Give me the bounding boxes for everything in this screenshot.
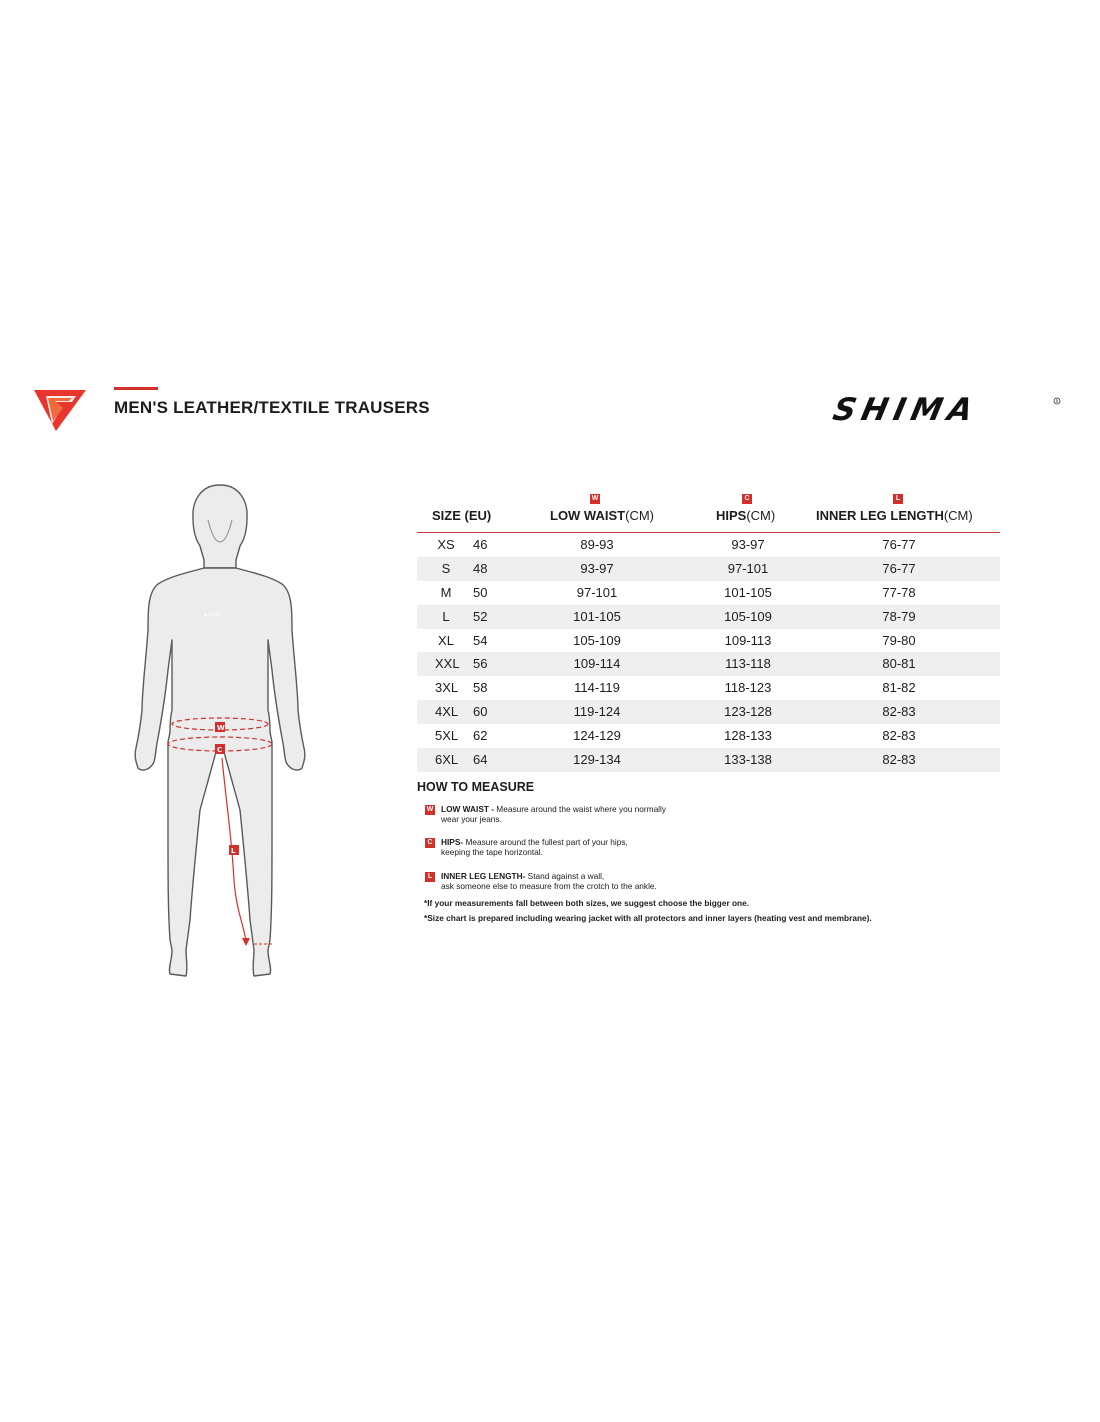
- header-hips: HIPS(CM): [716, 508, 776, 523]
- eu-size-cell: 56: [473, 656, 488, 672]
- body-measurement-figure: [120, 480, 320, 995]
- eu-size-cell: 52: [473, 608, 488, 624]
- size-cell: XXL: [435, 656, 460, 672]
- table-row: [417, 700, 1000, 724]
- header-waist: LOW WAIST(CM): [550, 508, 654, 523]
- table-row: [417, 557, 1000, 581]
- how-to-measure-title: HOW TO MEASURE: [417, 780, 535, 794]
- size-cell: M: [440, 584, 452, 600]
- eu-size-cell: 50: [473, 584, 488, 600]
- hips-cell: 93-97: [731, 537, 765, 552]
- table-row: [417, 652, 1000, 676]
- hips-cell: 101-105: [724, 584, 772, 600]
- inner-leg-cell: 79-80: [882, 632, 916, 648]
- eu-size-cell: 64: [473, 752, 488, 768]
- table-row: [417, 581, 1000, 605]
- inner-leg-cell: 77-78: [882, 584, 916, 600]
- hips-badge-icon: C: [742, 494, 752, 504]
- inner-leg-cell: 78-79: [882, 608, 916, 624]
- hips-badge-icon: C: [425, 838, 435, 848]
- low-waist-cell: 129-134: [573, 752, 621, 768]
- low-waist-cell: 89-93: [580, 537, 614, 552]
- svg-text:R: R: [1055, 398, 1059, 404]
- table-header: [417, 492, 1000, 533]
- table-row: [417, 605, 1000, 629]
- hips-cell: 97-101: [727, 560, 769, 576]
- leg-badge-icon: L: [893, 494, 903, 504]
- hips-cell: 128-133: [724, 728, 772, 744]
- svg-text:◆ SHIMA: ◆ SHIMA: [204, 612, 222, 617]
- svg-text:SHIMA: SHIMA: [830, 394, 982, 424]
- eu-size-cell: 48: [473, 560, 488, 576]
- inner-leg-cell: 82-83: [882, 704, 916, 720]
- svg-text:W: W: [217, 724, 225, 732]
- low-waist-cell: 93-97: [580, 560, 614, 576]
- svg-text:C: C: [217, 746, 223, 754]
- low-waist-cell: 114-119: [574, 680, 620, 696]
- page-title: MEN'S LEATHER/TEXTILE TRAUSERS: [114, 398, 430, 417]
- low-waist-cell: 109-114: [573, 656, 621, 672]
- size-cell: 6XL: [435, 752, 459, 768]
- eu-size-cell: 62: [473, 728, 488, 744]
- low-waist-cell: 101-105: [573, 608, 621, 624]
- hips-cell: 118-123: [724, 680, 772, 696]
- waist-badge-icon: W: [591, 495, 599, 502]
- header-leg: INNER LEG LENGTH(CM): [816, 508, 973, 523]
- note-between-sizes: *If your measurements fall between both sizes, we suggest choose the bigger one.: [424, 898, 750, 908]
- svg-text:L: L: [231, 847, 236, 855]
- hips-cell: 105-109: [724, 608, 772, 624]
- size-cell: XS: [437, 537, 455, 552]
- table-row: [417, 676, 1000, 700]
- size-cell: XL: [438, 632, 454, 648]
- table-row: [417, 533, 1000, 557]
- eu-size-cell: 58: [473, 680, 488, 696]
- shima-logo-icon: [32, 388, 88, 437]
- table-row: [417, 629, 1000, 653]
- eu-size-cell: 46: [473, 537, 488, 552]
- low-waist-cell: 105-109: [573, 632, 621, 648]
- low-waist-cell: 97-101: [576, 584, 618, 600]
- inner-leg-cell: 82-83: [882, 752, 916, 768]
- eu-size-cell: 54: [473, 632, 488, 648]
- leg-badge-icon: L: [425, 872, 435, 882]
- table-body: [417, 533, 1000, 772]
- size-cell: L: [442, 608, 450, 624]
- table-row: [417, 724, 1000, 748]
- size-cell: 4XL: [435, 704, 459, 720]
- inner-leg-cell: 76-77: [882, 560, 916, 576]
- eu-size-cell: 60: [473, 704, 488, 720]
- inner-leg-cell: 81-82: [882, 680, 916, 696]
- hips-cell: 123-128: [724, 704, 772, 720]
- note-size-chart: *Size chart is prepared including wearing jacket with all protectors and inner layers (heating vest and membrane).: [424, 913, 872, 923]
- hips-cell: 113-118: [725, 656, 771, 672]
- inner-leg-cell: 82-83: [882, 728, 916, 744]
- size-cell: 5XL: [435, 728, 459, 744]
- table-row: [417, 748, 1000, 772]
- inner-leg-cell: 80-81: [882, 656, 916, 672]
- size-cell: S: [441, 560, 451, 576]
- size-cell: 3XL: [435, 680, 459, 696]
- title-accent-bar: [114, 387, 158, 390]
- low-waist-cell: 119-124: [573, 704, 621, 720]
- low-waist-cell: 124-129: [573, 728, 621, 744]
- waist-badge-icon: W: [426, 806, 434, 813]
- hips-cell: 133-138: [724, 752, 772, 768]
- inner-leg-cell: 76-77: [882, 537, 916, 552]
- header-size: SIZE (EU): [432, 508, 492, 523]
- shima-brand-logo: [830, 394, 1062, 429]
- size-table: [417, 492, 1000, 772]
- hips-cell: 109-113: [724, 632, 772, 648]
